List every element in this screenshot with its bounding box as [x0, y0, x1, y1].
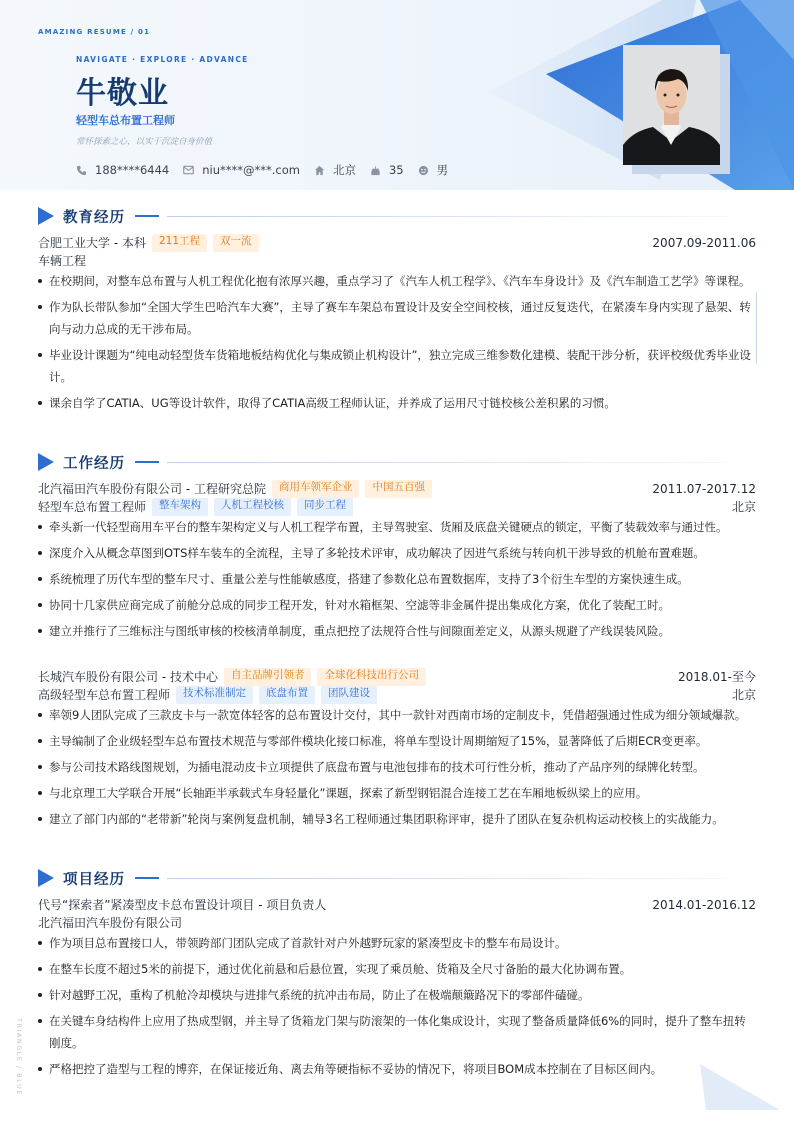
- contact-age: [370, 163, 404, 177]
- section-accent-line: [135, 877, 159, 879]
- company-tag: 全球化科技出行公司: [317, 668, 426, 686]
- list-item: 在整车长度不超过5米的前提下，通过优化前悬和后悬位置，实现了乘员舱、货箱及全尺寸备胎的最大化协调布置。: [38, 958, 756, 980]
- section-divider: [167, 216, 727, 217]
- work-location: 北京: [731, 500, 756, 514]
- project-org-row: [38, 914, 756, 932]
- motto: 常怀探索之心，以实干沉淀自身价值: [76, 137, 213, 147]
- list-item: 参与公司技术路线图规划，为插电混动皮卡立项提供了底盘布置与电池包排布的技术可行性分析，推动了产品序列的绿牌化转型。: [38, 756, 756, 778]
- section-divider: [167, 878, 727, 879]
- contact-city: [314, 162, 356, 178]
- section-work-header: [38, 452, 727, 472]
- section-divider: [167, 462, 727, 463]
- cake-icon: [370, 165, 381, 176]
- list-item: 在校期间，对整车总布置与人机工程优化抱有浓厚兴趣，重点学习了《汽车人机工程学》、《汽车车身设计》及《汽车制造工艺学》等课程。: [38, 270, 756, 292]
- work-period: 2011.07-2017.12: [652, 482, 756, 496]
- skill-tag: 技术标准制定: [176, 686, 253, 704]
- triangle-marker-icon: [38, 453, 54, 471]
- phone-icon: [76, 165, 87, 176]
- position-title: 轻型车总布置工程师: [38, 500, 147, 514]
- list-item: 课余自学了CATIA、UG等设计软件，取得了CATIA高级工程师认证，并养成了运用尺寸链校核公差积累的习惯。: [38, 392, 756, 414]
- company-name: 长城汽车股份有限公司 - 技术中心: [38, 670, 218, 684]
- list-item: 主导编制了企业级轻型车总布置技术规范与零部件模块化接口标准，将单车型设计周期缩短了15%，显著降低了后期ECR变更率。: [38, 730, 756, 752]
- work-period: 2018.01-至今: [678, 670, 756, 684]
- list-item: 作为队长带队参加“全国大学生巴哈汽车大赛”，主导了赛车车架总布置设计及安全空间校核，通过反复迭代，在紧凑车身内实现了悬架、转向与动力总成的无干涉布局。: [38, 296, 756, 340]
- job-title: 轻型车总布置工程师: [76, 114, 175, 127]
- work-bullets: [38, 516, 756, 646]
- project-period: 2014.01-2016.12: [652, 898, 756, 912]
- decorative-corner-triangle: [690, 1060, 780, 1112]
- contact-list: [76, 162, 462, 178]
- section-accent-line: [135, 461, 159, 463]
- list-item: 作为项目总布置接口人，带领跨部门团队完成了首款针对户外越野玩家的紧凑型皮卡的整车布局设计。: [38, 932, 756, 954]
- triangle-marker-icon: [38, 207, 54, 225]
- list-item: 严格把控了造型与工程的博弈，在保证接近角、离去角等硬指标不妥协的情况下，将项目BOM成本控制在了目标区间内。: [38, 1058, 756, 1080]
- list-item: 牵头新一代轻型商用车平台的整车架构定义与人机工程学布置，主导驾驶室、货厢及底盘关键硬点的锁定，平衡了装载效率与通过性。: [38, 516, 756, 538]
- list-item: 毕业设计课题为“纯电动轻型货车货箱地板结构优化与集成锁止机构设计”，独立完成三维参数化建模、装配干涉分析，获评校级优秀毕业设计。: [38, 344, 756, 388]
- contact-phone: [76, 163, 169, 177]
- profile-photo: [623, 45, 720, 165]
- company-tag: 中国五百强: [365, 480, 432, 498]
- section-accent-line: [135, 215, 159, 217]
- side-vertical-text: TRIANGLE / BLUE: [15, 1018, 23, 1096]
- work-bullets: [38, 704, 756, 834]
- candidate-name: 牛敬业: [76, 76, 169, 111]
- list-item: 率领9人团队完成了三款皮卡与一款宽体轻客的总布置设计交付，其中一款针对西南市场的定制皮卡，凭借超强通过性成为细分领域爆款。: [38, 704, 756, 726]
- triangle-marker-icon: [38, 869, 54, 887]
- skill-tag: 团队建设: [321, 686, 377, 704]
- work-location: 北京: [731, 688, 756, 702]
- contact-gender: [418, 162, 449, 178]
- education-row: [38, 234, 756, 252]
- skill-tag: 整车架构: [152, 498, 208, 516]
- home-icon: [314, 165, 325, 176]
- list-item: 针对越野工况，重构了机舱冷却模块与进排气系统的抗冲击布局，防止了在极端颠簸路况下的零部件磕碰。: [38, 984, 756, 1006]
- side-divider: [756, 292, 757, 364]
- education-period: 2007.09-2011.06: [652, 236, 756, 250]
- section-title: 工作经历: [63, 455, 125, 472]
- gender: 男: [436, 163, 449, 177]
- portrait-illustration: [623, 45, 720, 165]
- tagline: NAVIGATE · EXPLORE · ADVANCE: [76, 55, 249, 64]
- work-company-row: [38, 668, 756, 686]
- position-title: 高级轻型车总布置工程师: [38, 688, 171, 702]
- project-org: 北汽福田汽车股份有限公司: [38, 916, 183, 930]
- work-position-row: [38, 498, 756, 516]
- skill-tag: 底盘布置: [259, 686, 315, 704]
- section-title: 教育经历: [63, 209, 125, 226]
- education-bullets: [38, 270, 756, 418]
- work-company-row: [38, 480, 756, 498]
- skill-tag: 同步工程: [297, 498, 353, 516]
- section-education-header: [38, 206, 727, 226]
- list-item: 建立了部门内部的“老带新”轮岗与案例复盘机制，辅导3名工程师通过集团职称评审，提升了团队在复杂机构运动校核上的实战能力。: [38, 808, 756, 830]
- age: 35: [388, 163, 404, 177]
- face-icon: [418, 165, 429, 176]
- mail-icon: [183, 165, 194, 175]
- school-tag: 211工程: [152, 234, 207, 252]
- list-item: 与北京理工大学联合开展“长轴距半承载式车身轻量化”课题，探索了新型钢铝混合连接工艺在车厢地板纵梁上的应用。: [38, 782, 756, 804]
- skill-tag: 人机工程校核: [214, 498, 291, 516]
- list-item: 深度介入从概念草图到OTS样车装车的全流程，主导了多轮技术评审，成功解决了因进气系统与转向机干涉导致的机舱布置难题。: [38, 542, 756, 564]
- major-row: [38, 252, 756, 270]
- list-item: 在关键车身结构件上应用了热成型钢，并主导了货箱龙门架与防滚架的一体化集成设计，实现了整备质量降低6%的同时，提升了整车扭转刚度。: [38, 1010, 756, 1054]
- list-item: 建立并推行了三维标注与图纸审核的校核清单制度，重点把控了法规符合性与间隙面差定义，从源头规避了产线误装风险。: [38, 620, 756, 642]
- school-name: 合肥工业大学 - 本科: [38, 236, 146, 250]
- brand-label: AMAZING RESUME / 01: [38, 28, 151, 36]
- school-tag: 双一流: [213, 234, 259, 252]
- contact-email: [183, 163, 300, 177]
- company-tag: 自主品牌引领者: [224, 668, 312, 686]
- email-address: niu****@***.com: [202, 163, 300, 177]
- company-tag: 商用车领军企业: [272, 480, 360, 498]
- section-project-header: [38, 868, 727, 888]
- company-name: 北汽福田汽车股份有限公司 - 工程研究总院: [38, 482, 266, 496]
- project-title: 代号“探索者”紧凑型皮卡总布置设计项目 - 项目负责人: [38, 898, 327, 912]
- list-item: 协同十几家供应商完成了前舱分总成的同步工程开发，针对水箱框架、空滤等非金属件提出集成化方案，优化了装配工时。: [38, 594, 756, 616]
- project-title-row: [38, 896, 756, 914]
- project-bullets: [38, 932, 756, 1084]
- section-title: 项目经历: [63, 871, 125, 888]
- work-position-row: [38, 686, 756, 704]
- city: 北京: [332, 163, 356, 177]
- major: 车辆工程: [38, 254, 87, 268]
- phone-number: 188****6444: [95, 163, 170, 177]
- list-item: 系统梳理了历代车型的整车尺寸、重量公差与性能敏感度，搭建了参数化总布置数据库，支持了3个衍生车型的方案快速生成。: [38, 568, 756, 590]
